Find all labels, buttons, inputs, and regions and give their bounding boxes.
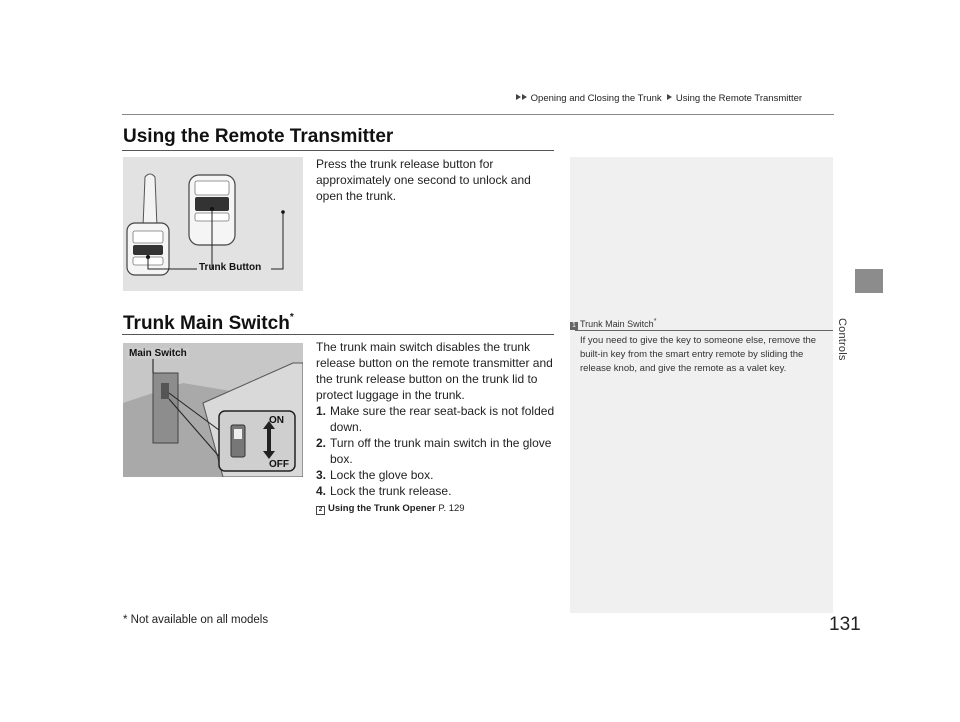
list-item: [316, 467, 556, 483]
list-item: [316, 403, 556, 435]
side-note-title-text: Trunk Main Switch: [580, 319, 654, 329]
note-marker-icon: 1: [570, 322, 578, 330]
header-divider: [122, 114, 834, 115]
side-note-title: [570, 318, 656, 330]
breadcrumb-item[interactable]: Opening and Closing the Trunk: [530, 93, 662, 104]
breadcrumb-arrow-icon: [516, 94, 521, 100]
main-switch-illustration: [123, 343, 303, 477]
remote-paragraph: Press the trunk release button for approximately one second to unlock and open the trunk.: [316, 157, 531, 203]
step-text: Make sure the rear seat-back is not folded down.: [330, 404, 555, 434]
list-item: [316, 435, 556, 467]
chapter-tab-marker: [855, 269, 883, 293]
step-number: 1.: [316, 404, 327, 418]
remote-transmitter-illustration: [123, 157, 303, 291]
side-note-body: If you need to give the key to someone else, remove the built-in key from the smart entry remote by sliding the release knob, and give the remote as a valet key.: [580, 335, 817, 374]
glove-box-switch-icon: [123, 343, 303, 477]
page-number: 131: [829, 614, 861, 635]
availability-mark: *: [289, 312, 294, 323]
section-divider: [122, 334, 554, 335]
heading-text: Trunk Main Switch: [123, 313, 290, 334]
off-label: OFF: [269, 459, 289, 470]
steps-list: [316, 403, 556, 499]
breadcrumb-arrow-icon: [522, 94, 527, 100]
chapter-tab-label: Controls: [836, 318, 848, 361]
cross-reference-link[interactable]: [316, 501, 556, 517]
xref-title[interactable]: Using the Trunk Opener: [328, 503, 436, 514]
section-divider: [122, 150, 554, 151]
trunk-button-label: Trunk Button: [199, 262, 262, 273]
step-text: Lock the glove box.: [330, 468, 434, 482]
breadcrumb-arrow-icon: [667, 94, 672, 100]
section-heading-main-switch: [123, 312, 294, 335]
list-item: [316, 483, 556, 499]
xref-page[interactable]: P. 129: [438, 503, 465, 514]
step-number: 4.: [316, 484, 327, 498]
step-number: 2.: [316, 436, 327, 450]
main-switch-label: Main Switch: [129, 348, 187, 359]
main-switch-body: [316, 339, 556, 517]
side-note-panel: [570, 157, 833, 613]
breadcrumb-item[interactable]: Using the Remote Transmitter: [675, 93, 803, 104]
section-heading-remote: Using the Remote Transmitter: [123, 126, 394, 147]
step-text: Lock the trunk release.: [330, 484, 452, 498]
footnote: * Not available on all models: [123, 614, 269, 626]
breadcrumb: [516, 93, 802, 104]
step-text: Turn off the trunk main switch in the glove box.: [330, 436, 552, 466]
reference-arrow-icon: 2: [316, 506, 325, 515]
step-number: 3.: [316, 468, 327, 482]
availability-mark: *: [653, 318, 657, 325]
side-note-divider: [575, 330, 833, 331]
on-label: ON: [269, 415, 284, 426]
main-switch-intro: The trunk main switch disables the trunk release button on the remote transmitter and the trunk release button on the trunk lid to protect luggage in the trunk.: [316, 340, 553, 402]
